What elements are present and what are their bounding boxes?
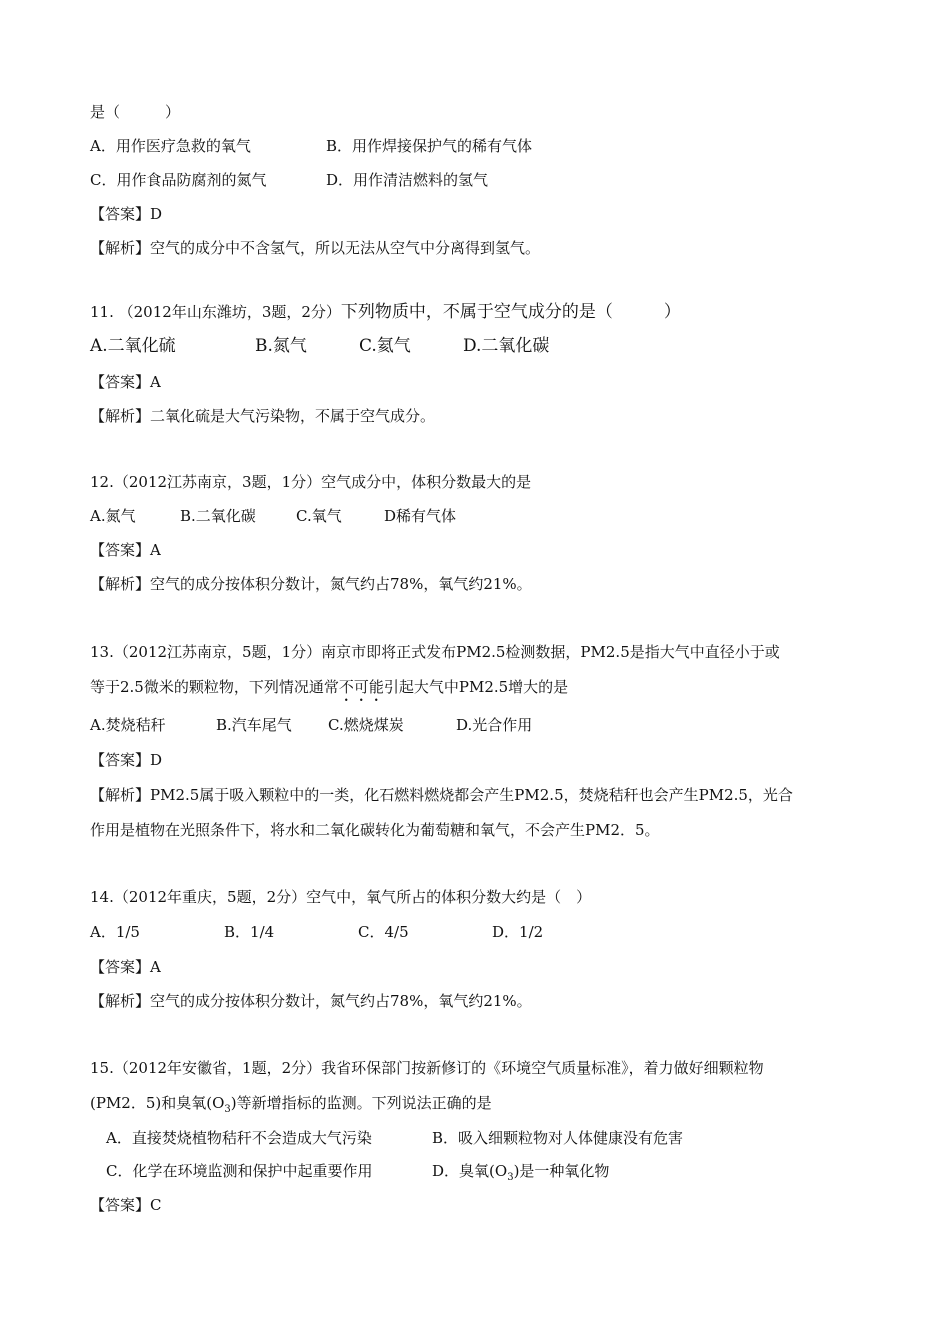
q15-stem-pre: (PM2．5)和臭氧(O bbox=[90, 1094, 225, 1112]
q11-stem: 下列物质中，不属于空气成分的是（ ） bbox=[340, 302, 681, 322]
q13-stem-line-2 bbox=[90, 677, 568, 705]
q12-options-row bbox=[90, 506, 456, 526]
q13-option-d: D.光合作用 bbox=[456, 716, 533, 734]
q13-option-c: C.燃烧煤炭 bbox=[328, 716, 404, 734]
q11-answer: 【答案】A bbox=[90, 373, 161, 391]
q13-answer: 【答案】D bbox=[90, 751, 163, 769]
q13-analysis-line-1: 【解析】PM2.5属于吸入颗粒中的一类，化石燃料燃烧都会产生PM2.5，焚烧秸秆也会产生PM2.5，光合 bbox=[90, 786, 793, 804]
q10-options-row-1 bbox=[90, 136, 532, 156]
q15-option-d bbox=[432, 1161, 609, 1188]
q15-options-row-2 bbox=[106, 1161, 609, 1188]
q12-option-d: D稀有气体 bbox=[384, 507, 457, 525]
q15-stem-subscript: 3 bbox=[224, 1104, 231, 1115]
q10-answer: 【答案】D bbox=[90, 205, 163, 223]
q12-stem: 12.（2012江苏南京，3题，1分）空气成分中，体积分数最大的是 bbox=[90, 473, 532, 491]
q14-option-a: A．1/5 bbox=[90, 923, 140, 941]
q11-option-d: D.二氧化碳 bbox=[463, 336, 550, 356]
q10-option-c: C．用作食品防腐剂的氮气 bbox=[90, 171, 267, 189]
q11-options-row bbox=[90, 336, 549, 356]
q11-stem-line bbox=[90, 302, 681, 322]
q15-stem-line-1: 15.（2012年安徽省，1题，2分）我省环保部门按新修订的《环境空气质量标准》，着力做好细颗粒物 bbox=[90, 1059, 764, 1077]
q15-option-d-pre: D．臭氧(O bbox=[432, 1162, 508, 1180]
q15-option-d-post: )是一种氧化物 bbox=[513, 1162, 610, 1180]
q13-stem-pre: 等于2.5微米的颗粒物，下列情况通常 bbox=[90, 678, 339, 696]
q15-stem-post: )等新增指标的监测。下列说法正确的是 bbox=[230, 1094, 492, 1112]
q15-option-a: A．直接焚烧植物秸秆不会造成大气污染 bbox=[106, 1129, 372, 1147]
q15-option-c: C．化学在环境监测和保护中起重要作用 bbox=[106, 1162, 373, 1180]
q11-option-b: B.氮气 bbox=[255, 336, 307, 356]
q14-stem: 14.（2012年重庆，5题，2分）空气中，氧气所占的体积分数大约是（ ） bbox=[90, 888, 592, 906]
q15-option-d-subscript: 3 bbox=[507, 1172, 514, 1183]
q13-options-row bbox=[90, 715, 532, 735]
q14-answer: 【答案】A bbox=[90, 958, 161, 976]
q12-option-b: B.二氧化碳 bbox=[180, 507, 256, 525]
q15-answer: 【答案】C bbox=[90, 1196, 162, 1214]
q10-option-d: D．用作清洁燃料的氢气 bbox=[326, 171, 489, 189]
q10-options-row-2 bbox=[90, 170, 488, 190]
q13-option-a: A.焚烧秸秆 bbox=[90, 716, 166, 734]
q13-stem-emphasis: 不可能 bbox=[338, 678, 384, 696]
q12-analysis: 【解析】空气的成分按体积分数计，氮气约占78%，氧气约21%。 bbox=[90, 575, 532, 593]
q14-option-d: D．1/2 bbox=[492, 923, 544, 941]
q11-source: （2012年山东潍坊，3题，2分） bbox=[118, 303, 341, 321]
q10-stem-tail: 是（ ） bbox=[90, 103, 181, 121]
q14-options-row bbox=[90, 922, 543, 942]
q11-number: 11. bbox=[90, 303, 114, 321]
q13-stem-post: 引起大气中PM2.5增大的是 bbox=[383, 678, 569, 696]
q15-options-row-1 bbox=[106, 1128, 683, 1148]
q13-analysis-line-2: 作用是植物在光照条件下，将水和二氧化碳转化为葡萄糖和氧气，不会产生PM2．5。 bbox=[90, 821, 660, 839]
q11-option-a: A.二氧化硫 bbox=[90, 336, 176, 356]
q14-option-b: B．1/4 bbox=[224, 923, 275, 941]
q10-option-b: B．用作焊接保护气的稀有气体 bbox=[326, 137, 533, 155]
q13-stem-line-1: 13.（2012江苏南京，5题，1分）南京市即将正式发布PM2.5检测数据，PM2.5是指大气中直径小于或 bbox=[90, 643, 780, 661]
q15-option-b: B．吸入细颗粒物对人体健康没有危害 bbox=[432, 1129, 684, 1147]
q11-analysis: 【解析】二氧化硫是大气污染物，不属于空气成分。 bbox=[90, 407, 436, 425]
q13-option-b: B.汽车尾气 bbox=[216, 716, 292, 734]
q11-option-c: C.氦气 bbox=[359, 336, 411, 356]
q10-analysis: 【解析】空气的成分中不含氢气，所以无法从空气中分离得到氢气。 bbox=[90, 239, 541, 257]
q12-option-c: C.氧气 bbox=[296, 507, 342, 525]
q10-option-a: A．用作医疗急救的氧气 bbox=[90, 137, 251, 155]
q14-analysis: 【解析】空气的成分按体积分数计，氮气约占78%，氧气约21%。 bbox=[90, 992, 532, 1010]
q14-option-c: C．4/5 bbox=[358, 923, 409, 941]
q15-stem-line-2 bbox=[90, 1093, 492, 1120]
q12-answer: 【答案】A bbox=[90, 541, 161, 559]
q12-option-a: A.氮气 bbox=[90, 507, 136, 525]
